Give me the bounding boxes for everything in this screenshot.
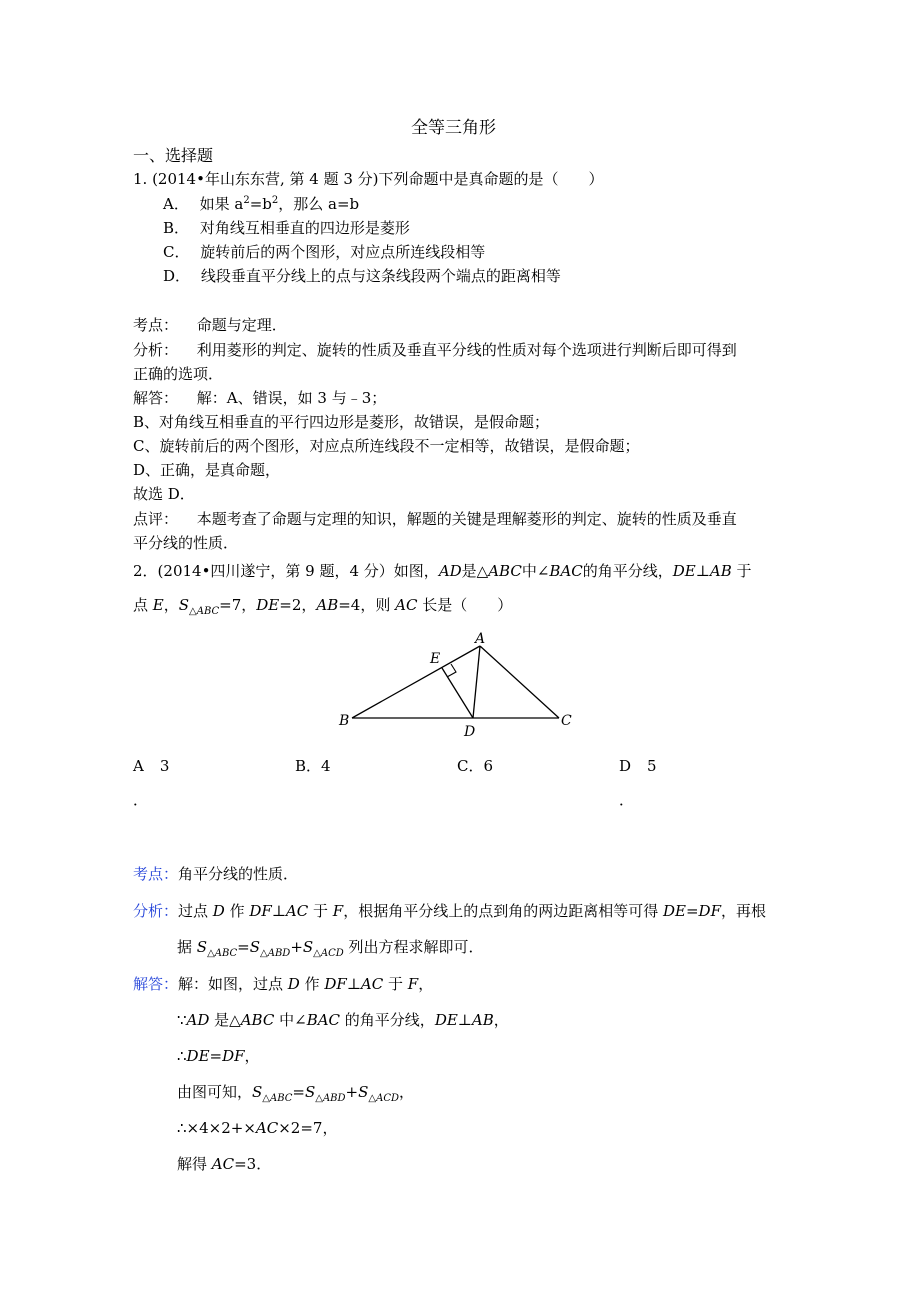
option-text: 对角线互相垂直的四边形是菱形 [199,219,410,237]
q2-choice-d-dot: ． [619,791,635,809]
jieda-text: 解：A、错误，如 3 与﹣3； [196,389,387,407]
jieda-label: 解答： [133,389,179,407]
q1-dianping [133,510,737,528]
q2-step-area: 由图可知，$S_{\triangle ABC}=S_{\triangle ABD}+S_{\triangle ACD}$， [177,1083,415,1104]
triangle-figure [330,625,580,745]
q2-stem-line1: 2．(2014•四川遂宁，第 9 题，4 分）如图，AD是△ABC中∠BAC的角平分线，DE⊥AB 于 [133,562,752,580]
q2-step-result: 解得 AC=3． [177,1155,272,1173]
right-angle-mark [447,664,456,677]
q1-stem: 1. (2014•年山东东营, 第 4 题 3 分)下列命题中是真命题的是（ ） [133,170,604,188]
segment-ba [352,646,480,718]
kaodian-label: 考点： [133,865,179,883]
option-text: 旋转前后的两个图形，对应点所连线段相等 [200,243,486,261]
option-letter: C． [163,243,190,261]
jieda-label: 解答： [133,975,179,993]
q1-option-b [163,219,410,237]
label-e: E [430,651,441,667]
q1-fenxi-cont: 正确的选项． [133,365,224,383]
q1-line-answer: 故选 D． [133,485,195,503]
q2-fenxi-cont: 据 $S_{\triangle ABC}=S_{\triangle ABD}+S_{\triangle ACD}$ 列出方程求解即可． [177,938,484,959]
q1-jieda [133,389,386,407]
label-a: A [475,631,486,647]
segment-ad [473,646,480,718]
q2-choice-a: A 3 [133,757,170,775]
option-letter: D． [163,267,191,285]
q2-step-because: ∵AD 是△ABC 中∠BAC 的角平分线，DE⊥AB， [177,1011,509,1029]
q2-choice-c: C．6 [457,757,494,775]
option-text: 如果 $a^2=b^2$，那么 a=b [199,195,360,213]
kaodian-text: 角平分线的性质． [178,865,299,883]
segment-ac [480,646,559,718]
q2-kaodian [133,865,298,883]
dianping-text: 本题考查了命题与定理的知识，解题的关键是理解菱形的判定、旋转的性质及垂直 [196,510,737,528]
segment-ed [442,668,473,718]
q1-option-c [163,243,485,261]
kaodian-text: 命题与定理． [196,316,287,334]
q2-stem-line2: 点 E，$S_{\triangle ABC}=7$，DE=2，AB=4，则 AC 长是（ ） [133,596,513,617]
q1-line-c: C、旋转前后的两个图形，对应点所连线段不一定相等，故错误，是假命题； [133,437,640,455]
q1-fenxi [133,341,737,359]
q2-jieda: 解答：解：如图，过点 D 作 DF⊥AC 于 F， [133,975,434,993]
q2-choice-a-dot: ． [133,791,149,809]
label-b: B [339,713,350,729]
fenxi-label: 分析： [133,902,179,920]
dianping-label: 点评： [133,510,179,528]
fenxi-label: 分析： [133,341,179,359]
label-c: C [561,713,572,729]
q1-kaodian [133,316,287,334]
option-text: 线段垂直平分线上的点与这条线段两个端点的距离相等 [200,267,561,285]
page-title: 全等三角形 [411,118,496,138]
q1-line-b: B、对角线互相垂直的平行四边形是菱形，故错误，是假命题； [133,413,550,431]
label-d: D [464,724,476,740]
section-heading: 一、选择题 [133,146,214,165]
q1-option-a [163,195,359,213]
q2-choice-b: B．4 [295,757,331,775]
q1-dianping-cont: 平分线的性质． [133,534,239,552]
q1-line-d: D、正确，是真命题， [133,461,281,479]
q2-fenxi: 分析：过点 D 作 DF⊥AC 于 F，根据角平分线上的点到角的两边距离相等可得 DE=DF，再根 [133,902,766,920]
option-letter: A． [163,195,189,213]
option-letter: B． [163,219,190,237]
fenxi-text: 利用菱形的判定、旋转的性质及垂直平分线的性质对每个选项进行判断后即可得到 [196,341,737,359]
q1-option-d [163,267,561,285]
q2-step-therefore-1: ∴DE=DF， [177,1047,260,1065]
q2-step-equation: ∴×4×2+×AC×2=7， [177,1119,338,1137]
q2-choice-d: D 5 [619,757,657,775]
kaodian-label: 考点： [133,316,179,334]
